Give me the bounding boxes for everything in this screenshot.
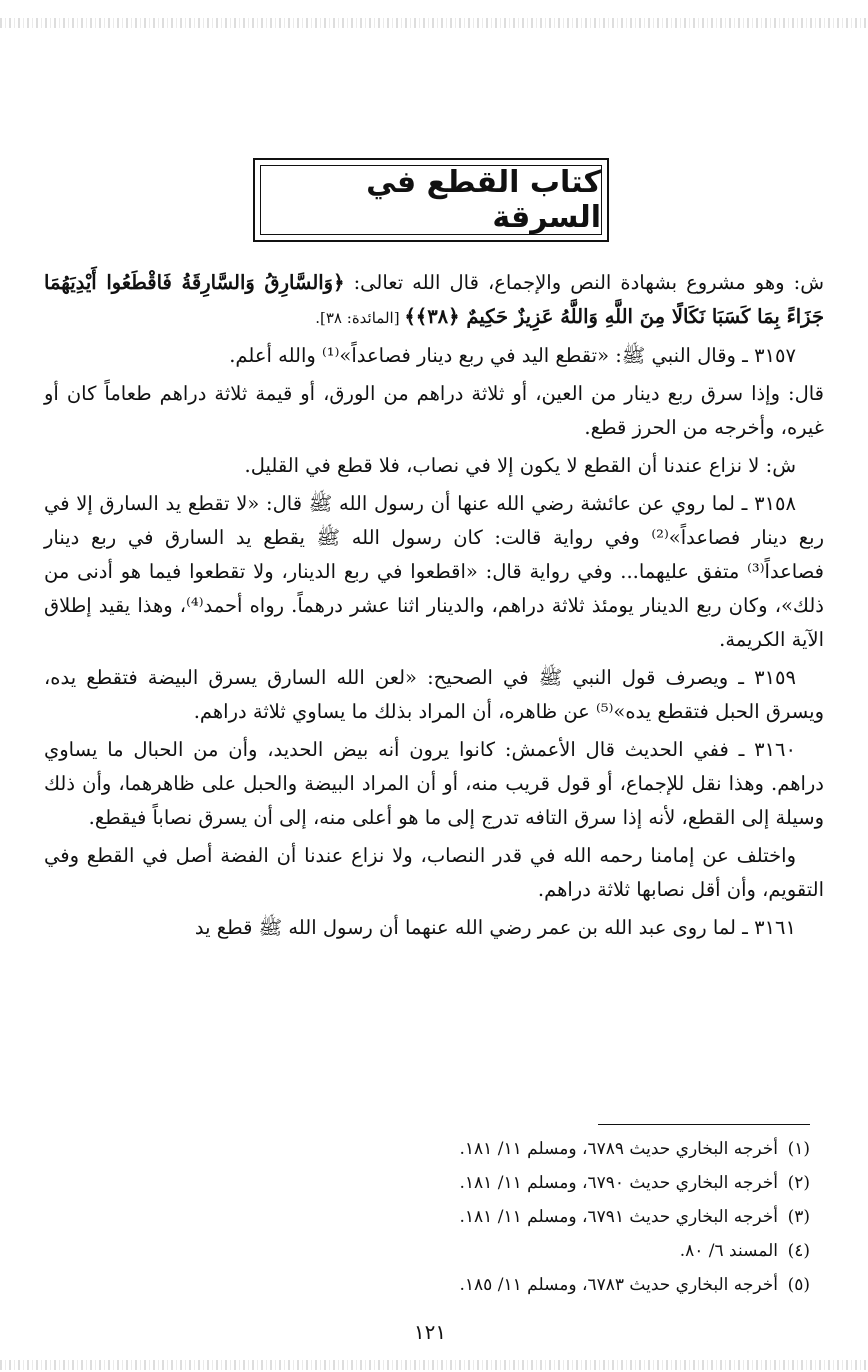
paragraph-matn: قال: وإذا سرق ربع دينار من العين، أو ثلاثة دراهم من الورق، أو قيمة ثلاثة دراهم طعاماً كان أو غيره، وأخرجه من الحرز قطع.: [44, 382, 824, 439]
paragraph-3160: ٣١٦٠ ـ ففي الحديث قال الأعمش: كانوا يرون أنه بيض الحديد، وأن من الحبال ما يساوي دراهم. وهذا نقل للإجماع، أو قول قريب منه، أو أن المراد البيضة والحبل على ظاهرهما، وأن ذلك وسيلة إلى القطع، لأنه إذا سرق التافه تدرج إلى ما هو أعلى منه، إلى أن يسرق نصاباً فيقطع.: [44, 738, 824, 829]
scan-noise-top: [0, 18, 868, 28]
footnote-item: [44, 1268, 810, 1302]
footnote-text: أخرجه البخاري حديث ٦٧٨٩، ومسلم ١١/ ١٨١.: [459, 1139, 778, 1159]
chapter-title-frame: [253, 158, 609, 242]
footnote-text: أخرجه البخاري حديث ٦٧٨٣، ومسلم ١١/ ١٨٥.: [459, 1275, 778, 1295]
footnote-text: أخرجه البخاري حديث ٦٧٩١، ومسلم ١١/ ١٨١.: [459, 1207, 778, 1227]
footnote-item: [44, 1132, 810, 1166]
paragraph-3159: ٣١٥٩ ـ ويصرف قول النبي ﷺ في الصحيح: «لعن الله السارق يسرق البيضة فتقطع يده، ويسرق الحبل فتقطع يده»⁽⁵⁾ عن ظاهره، أن المراد بذلك ما يساوي ثلاثة دراهم.: [44, 666, 824, 723]
footnote-item: [44, 1200, 810, 1234]
footnote-text: أخرجه البخاري حديث ٦٧٩٠، ومسلم ١١/ ١٨١.: [459, 1173, 778, 1193]
paragraph-nisab: واختلف عن إمامنا رحمه الله في قدر النصاب، ولا نزاع عندنا أن الفضة أصل في القطع وفي التقويم، وأن أقل نصابها ثلاثة دراهم.: [44, 844, 824, 901]
footnote-item: [44, 1166, 810, 1200]
paragraph-3158: ٣١٥٨ ـ لما روي عن عائشة رضي الله عنها أن رسول الله ﷺ قال: «لا تقطع يد السارق إلا في ربع دينار فصاعداً»⁽²⁾ وفي رواية قالت: كان رسول الله ﷺ يقطع يد السارق في ربع دينار فصاعداً⁽³⁾ متفق عليهما... وفي رواية قال: «اقطعوا في ربع الدينار، ولا تقطعوا فيما هو أدنى من ذلك»، وكان ربع الدينار يومئذ ثلاثة دراهم، والدينار اثنا عشر درهماً. رواه أحمد⁽⁴⁾، وهذا يقيد إطلاق الآية الكريمة.: [44, 492, 824, 651]
scan-noise-bottom: [0, 1360, 868, 1370]
main-text: [44, 266, 824, 949]
paragraph-3157: ٣١٥٧ ـ وقال النبي ﷺ: «تقطع اليد في ربع دينار فصاعداً»⁽¹⁾ والله أعلم.: [229, 344, 796, 367]
footnote-number: (٥): [787, 1275, 810, 1295]
quran-verse: ﴿وَالسَّارِقُ وَالسَّارِقَةُ فَاقْطَعُوا أَيْدِيَهُمَا جَزَاءً بِمَا كَسَبَا نَكَالًا مِنَ اللَّهِ وَاللَّهُ عَزِيزٌ حَكِيمٌ ﴿٣٨﴾﴾: [44, 271, 824, 328]
chapter-title: كتاب القطع في السرقة: [366, 165, 601, 235]
footnote-item: [44, 1234, 810, 1268]
footnote-number: (٢): [787, 1173, 810, 1193]
footnote-separator: [598, 1124, 810, 1125]
chapter-title-inner-frame: [260, 165, 602, 235]
footnotes: [44, 1132, 810, 1302]
paragraph-3161: ٣١٦١ ـ لما روى عبد الله بن عمر رضي الله عنهما أن رسول الله ﷺ قطع يد: [194, 916, 796, 939]
footnote-text: المسند ٦/ ٨٠.: [679, 1241, 778, 1261]
paragraph-intro-lead: ش: وهو مشروع بشهادة النص والإجماع، قال الله تعالى:: [344, 271, 825, 294]
paragraph-sharh: ش: لا نزاع عندنا أن القطع لا يكون إلا في نصاب، فلا قطع في القليل.: [244, 454, 796, 477]
paragraph-intro: [44, 266, 824, 335]
quran-reference: [المائدة: ٣٨].: [315, 309, 405, 327]
footnote-number: (١): [787, 1139, 810, 1159]
footnote-number: (٣): [787, 1207, 810, 1227]
footnote-number: (٤): [787, 1241, 810, 1261]
page-number: ١٢١: [413, 1320, 447, 1344]
